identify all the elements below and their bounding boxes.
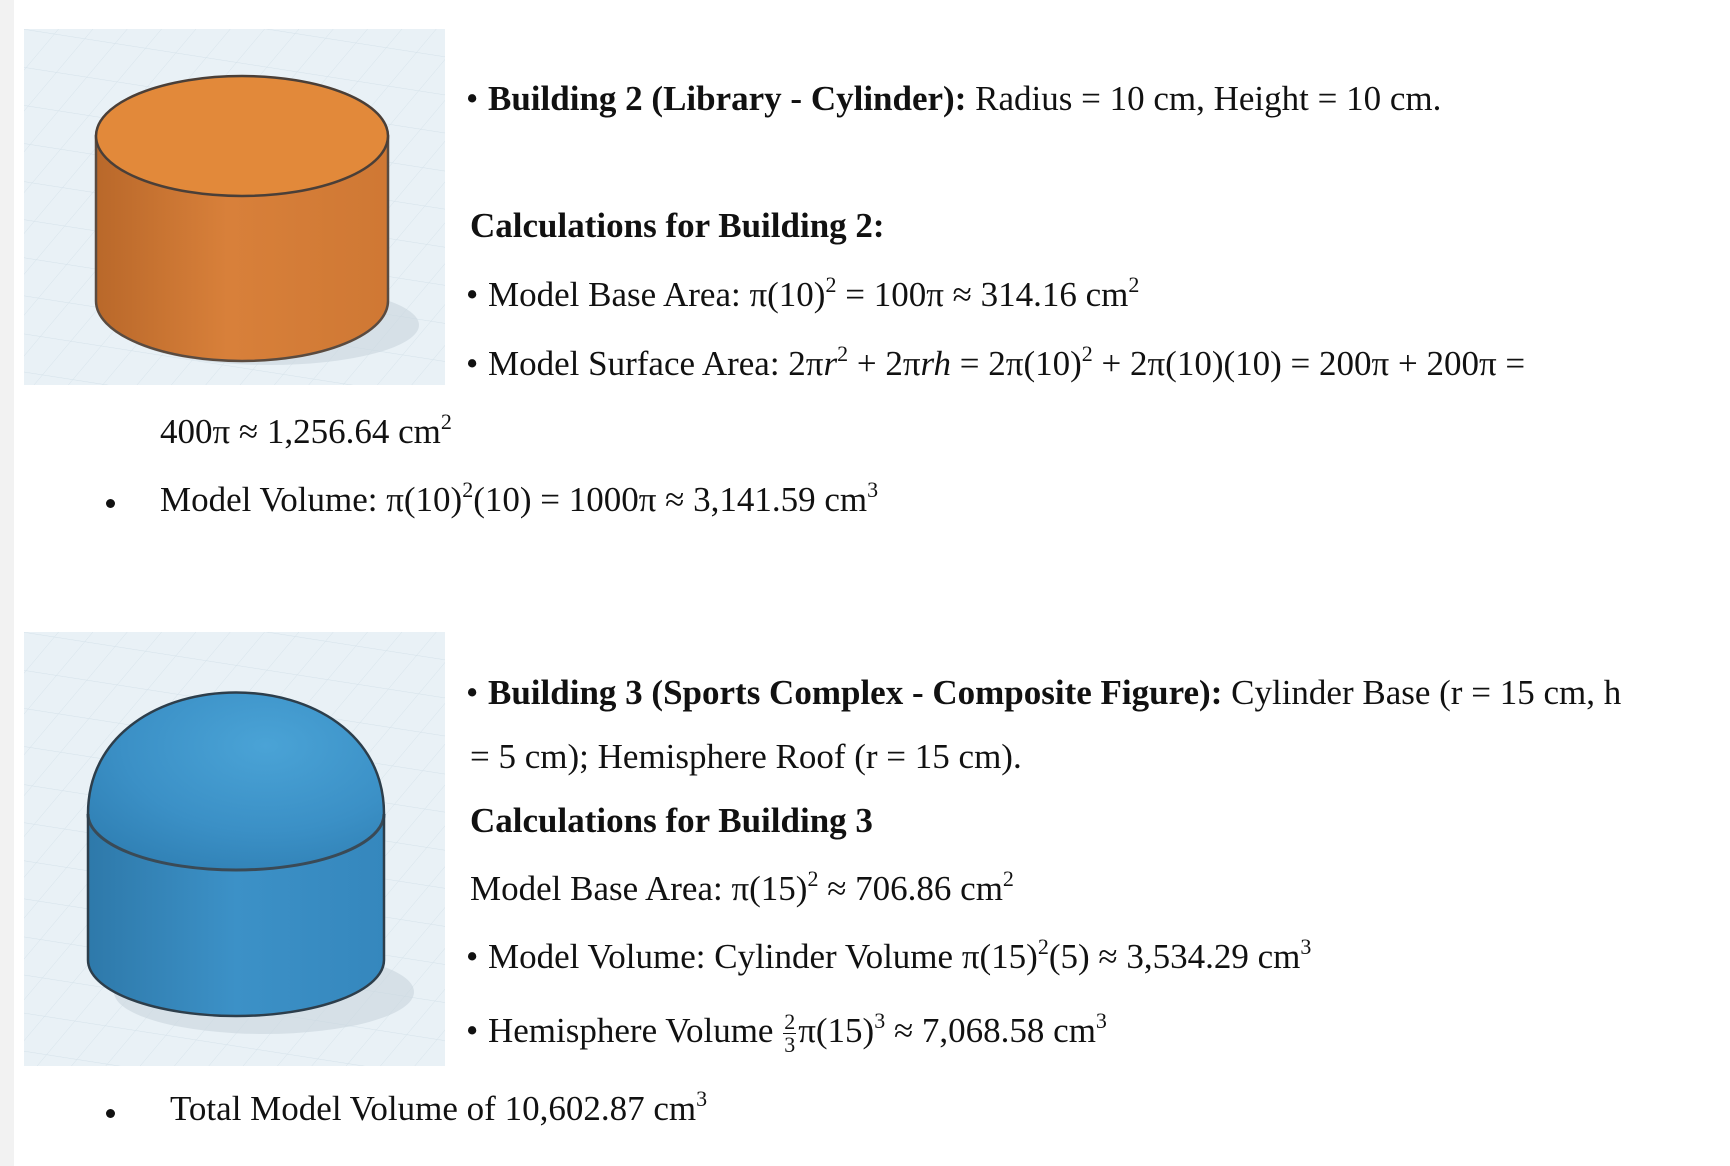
- building3-volume-value: (5) ≈ 3,534.29 cm: [1048, 937, 1301, 976]
- building3-base-area-label: Model Base Area: π(15): [470, 869, 808, 908]
- fraction-two-thirds: [783, 1011, 796, 1056]
- bullet: •: [466, 275, 479, 314]
- building2-surface-area-rest: = 2π(10): [951, 344, 1082, 383]
- bullet: •: [466, 79, 479, 118]
- building2-surface-area-line: [466, 341, 1526, 384]
- exponent: 2: [462, 477, 474, 502]
- bullet: •: [466, 344, 479, 383]
- building2-calc-heading-text: Calculations for Building 2:: [470, 206, 885, 245]
- building2-volume-label: Model Volume: π(10): [160, 480, 463, 519]
- building3-hemi-expr: π(15): [798, 1011, 875, 1050]
- cylinder-model-image: [24, 29, 445, 385]
- building3-hemisphere-volume-line: [466, 1008, 1107, 1058]
- bullet: •: [466, 937, 479, 976]
- exponent: 3: [696, 1086, 708, 1111]
- building2-surface-area-total: 400π ≈ 1,256.64 cm: [160, 412, 441, 451]
- exponent: 2: [825, 272, 837, 297]
- building2-surface-area-cont: [160, 409, 452, 452]
- list-bullet-dot: [106, 1109, 115, 1118]
- building2-heading-line: [466, 79, 1441, 119]
- exponent: 2: [440, 409, 452, 434]
- building2-base-area-line: [466, 272, 1140, 315]
- building2-title: Building 2 (Library - Cylinder):: [488, 79, 967, 118]
- building2-volume-value: (10) = 1000π ≈ 3,141.59 cm: [473, 480, 868, 519]
- building3-volume-label: Model Volume: Cylinder Volume π(15): [488, 937, 1038, 976]
- building3-calc-heading-text: Calculations for Building 3: [470, 801, 873, 840]
- building3-base-area-line: [470, 866, 1014, 909]
- exponent: 2: [1128, 272, 1140, 297]
- building2-surface-area-mid: + 2π: [848, 344, 921, 383]
- building2-surface-area-label: Model Surface Area: 2π: [488, 344, 824, 383]
- building3-dimensions: Cylinder Base (r = 15 cm, h: [1222, 673, 1622, 712]
- list-bullet-dot: [106, 499, 115, 508]
- building3-heading-line: [466, 673, 1621, 713]
- building3-hemi-label: Hemisphere Volume: [488, 1011, 783, 1050]
- composite-dome-model-image: [24, 632, 445, 1066]
- building3-base-area-value: ≈ 706.86 cm: [818, 869, 1003, 908]
- building2-dimensions: Radius = 10 cm, Height = 10 cm.: [975, 79, 1442, 118]
- exponent: 2: [837, 341, 849, 366]
- building2-surface-area-rest2: + 2π(10)(10) = 200π + 200π =: [1092, 344, 1526, 383]
- exponent: 3: [867, 477, 879, 502]
- exponent: 3: [1300, 934, 1312, 959]
- building3-total-volume: Total Model Volume of 10,602.87 cm: [170, 1089, 697, 1128]
- var-r: r: [823, 344, 838, 383]
- building3-total-volume-line: [170, 1086, 708, 1129]
- building3-dimensions-cont: [470, 737, 1022, 777]
- building3-calc-heading: [470, 801, 873, 841]
- building3-title: Building 3 (Sports Complex - Composite Figure):: [488, 673, 1223, 712]
- fraction-numerator: 2: [784, 1009, 796, 1035]
- exponent: 2: [1081, 341, 1093, 366]
- building3-hemi-value: ≈ 7,068.58 cm: [885, 1011, 1096, 1050]
- bullet: •: [466, 1011, 479, 1050]
- building2-calc-heading: [470, 206, 885, 246]
- var-rh: rh: [920, 344, 952, 383]
- building2-base-area-label: Model Base Area: π(10): [488, 275, 826, 314]
- fraction-denominator: 3: [784, 1032, 796, 1058]
- exponent: 3: [874, 1008, 886, 1033]
- bullet: •: [466, 673, 479, 712]
- building2-volume-line: [160, 477, 879, 520]
- exponent: 3: [1095, 1008, 1107, 1033]
- page-margin: [0, 0, 14, 1166]
- building3-dimensions-cont-text: = 5 cm); Hemisphere Roof (r = 15 cm).: [470, 737, 1022, 776]
- exponent: 2: [1037, 934, 1049, 959]
- exponent: 2: [1002, 866, 1014, 891]
- building3-cylinder-volume-line: [466, 934, 1312, 977]
- exponent: 2: [807, 866, 819, 891]
- building2-base-area-value: = 100π ≈ 314.16 cm: [836, 275, 1129, 314]
